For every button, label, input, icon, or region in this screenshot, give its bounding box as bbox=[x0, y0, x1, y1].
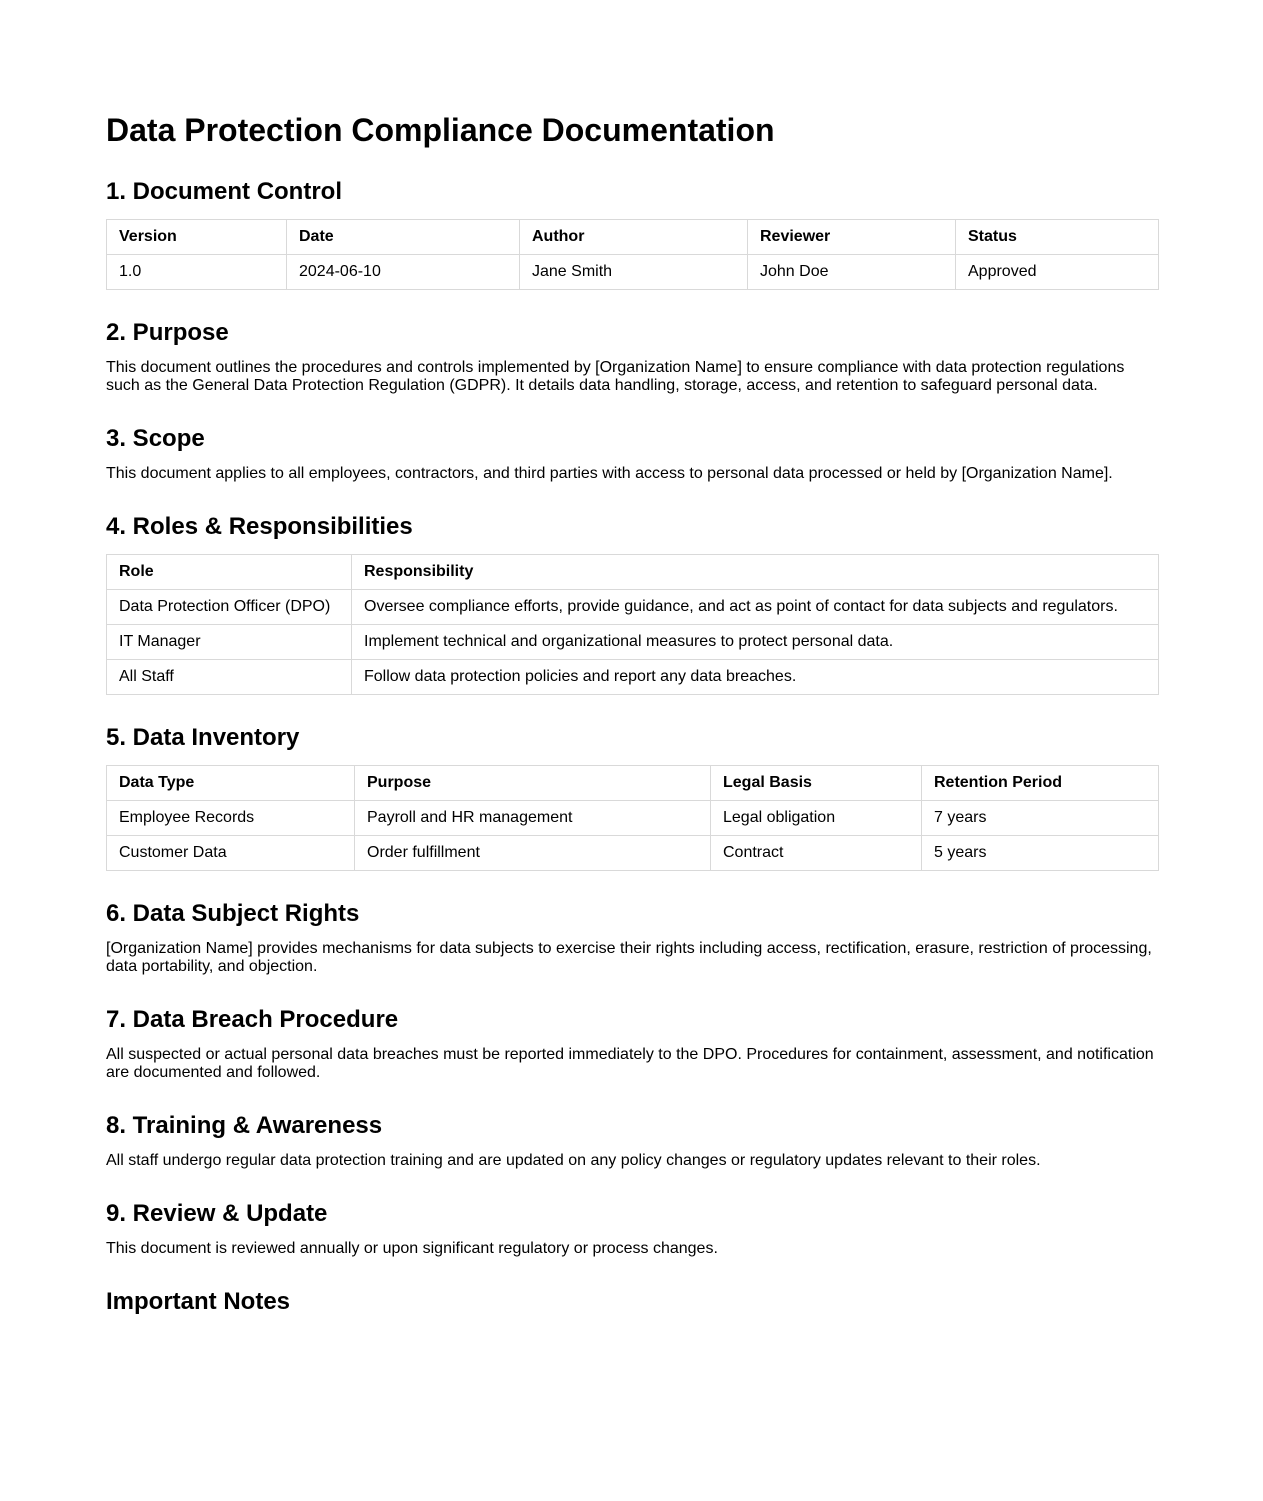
header-cell: Date bbox=[287, 220, 520, 255]
section-heading: 1. Document Control bbox=[106, 178, 343, 205]
header-cell: Version bbox=[107, 220, 287, 255]
section-training bbox=[106, 1111, 1158, 1170]
section-heading: 7. Data Breach Procedure bbox=[106, 1006, 399, 1033]
header-cell: Retention Period bbox=[922, 766, 1159, 801]
purpose-cell: Order fulfillment bbox=[355, 836, 711, 871]
section-heading: 4. Roles & Responsibilities bbox=[106, 513, 413, 540]
responsibility-cell: Oversee compliance efforts, provide guidance, and act as point of contact for data subjects and regulators. bbox=[352, 590, 1159, 625]
header-cell: Author bbox=[520, 220, 748, 255]
data-type-cell: Customer Data bbox=[107, 836, 355, 871]
section-data-inventory bbox=[106, 723, 1158, 871]
header-cell: Purpose bbox=[355, 766, 711, 801]
table-header-row bbox=[107, 220, 1159, 255]
header-cell: Status bbox=[956, 220, 1159, 255]
role-cell: Data Protection Officer (DPO) bbox=[107, 590, 352, 625]
table-row bbox=[107, 255, 1159, 290]
section-data-subject-rights bbox=[106, 899, 1158, 976]
header-cell: Role bbox=[107, 555, 352, 590]
section-heading: 6. Data Subject Rights bbox=[106, 900, 360, 927]
section-heading: Important Notes bbox=[106, 1288, 291, 1315]
header-cell: Legal Basis bbox=[711, 766, 922, 801]
author-cell: Jane Smith bbox=[520, 255, 748, 290]
purpose-cell: Payroll and HR management bbox=[355, 801, 711, 836]
status-cell: Approved bbox=[956, 255, 1159, 290]
section-text: All staff undergo regular data protection training and are updated on any policy changes or regulatory updates relevant to their roles. bbox=[106, 1152, 1041, 1169]
section-text: All suspected or actual personal data breaches must be reported immediately to the DPO. Procedures for containment, assessment, and notification are documented and followed. bbox=[106, 1046, 1154, 1081]
section-heading: 8. Training & Awareness bbox=[106, 1112, 383, 1139]
document-page bbox=[106, 0, 1158, 1315]
section-important-notes bbox=[106, 1287, 1158, 1317]
table-row bbox=[107, 836, 1159, 871]
role-cell: IT Manager bbox=[107, 625, 352, 660]
retention-cell: 7 years bbox=[922, 801, 1159, 836]
retention-cell: 5 years bbox=[922, 836, 1159, 871]
section-heading: 3. Scope bbox=[106, 425, 205, 452]
document-title: Data Protection Compliance Documentation bbox=[106, 112, 775, 148]
section-purpose bbox=[106, 318, 1158, 395]
section-text: This document applies to all employees, contractors, and third parties with access to personal data processed or held by [Organization Name]. bbox=[106, 465, 1113, 482]
section-text: [Organization Name] provides mechanisms for data subjects to exercise their rights including access, rectification, erasure, restriction of processing, data portability, and objection. bbox=[106, 940, 1152, 975]
table-row bbox=[107, 625, 1159, 660]
legal-basis-cell: Contract bbox=[711, 836, 922, 871]
role-cell: All Staff bbox=[107, 660, 352, 695]
section-document-control bbox=[106, 177, 1158, 290]
table-header-row bbox=[107, 555, 1159, 590]
document-control-table bbox=[106, 219, 1159, 290]
section-text: This document is reviewed annually or upon significant regulatory or process changes. bbox=[106, 1240, 718, 1257]
table-row bbox=[107, 590, 1159, 625]
roles-table bbox=[106, 554, 1159, 695]
legal-basis-cell: Legal obligation bbox=[711, 801, 922, 836]
date-cell: 2024-06-10 bbox=[287, 255, 520, 290]
section-roles bbox=[106, 512, 1158, 695]
header-cell: Data Type bbox=[107, 766, 355, 801]
reviewer-cell: John Doe bbox=[748, 255, 956, 290]
section-heading: 9. Review & Update bbox=[106, 1200, 328, 1227]
section-scope bbox=[106, 424, 1158, 483]
table-row bbox=[107, 801, 1159, 836]
section-text: This document outlines the procedures and controls implemented by [Organization Name] to ensure compliance with data protection regulations such as the General Data Protection Regulation (GDPR). It details data handling, storage, access, and retention to safeguard personal data. bbox=[106, 359, 1125, 394]
section-review bbox=[106, 1199, 1158, 1258]
table-row bbox=[107, 660, 1159, 695]
responsibility-cell: Implement technical and organizational measures to protect personal data. bbox=[352, 625, 1159, 660]
data-inventory-table bbox=[106, 765, 1159, 871]
section-heading: 5. Data Inventory bbox=[106, 724, 300, 751]
header-cell: Reviewer bbox=[748, 220, 956, 255]
responsibility-cell: Follow data protection policies and report any data breaches. bbox=[352, 660, 1159, 695]
section-data-breach bbox=[106, 1005, 1158, 1082]
version-cell: 1.0 bbox=[107, 255, 287, 290]
section-heading: 2. Purpose bbox=[106, 319, 229, 346]
table-header-row bbox=[107, 766, 1159, 801]
header-cell: Responsibility bbox=[352, 555, 1159, 590]
data-type-cell: Employee Records bbox=[107, 801, 355, 836]
